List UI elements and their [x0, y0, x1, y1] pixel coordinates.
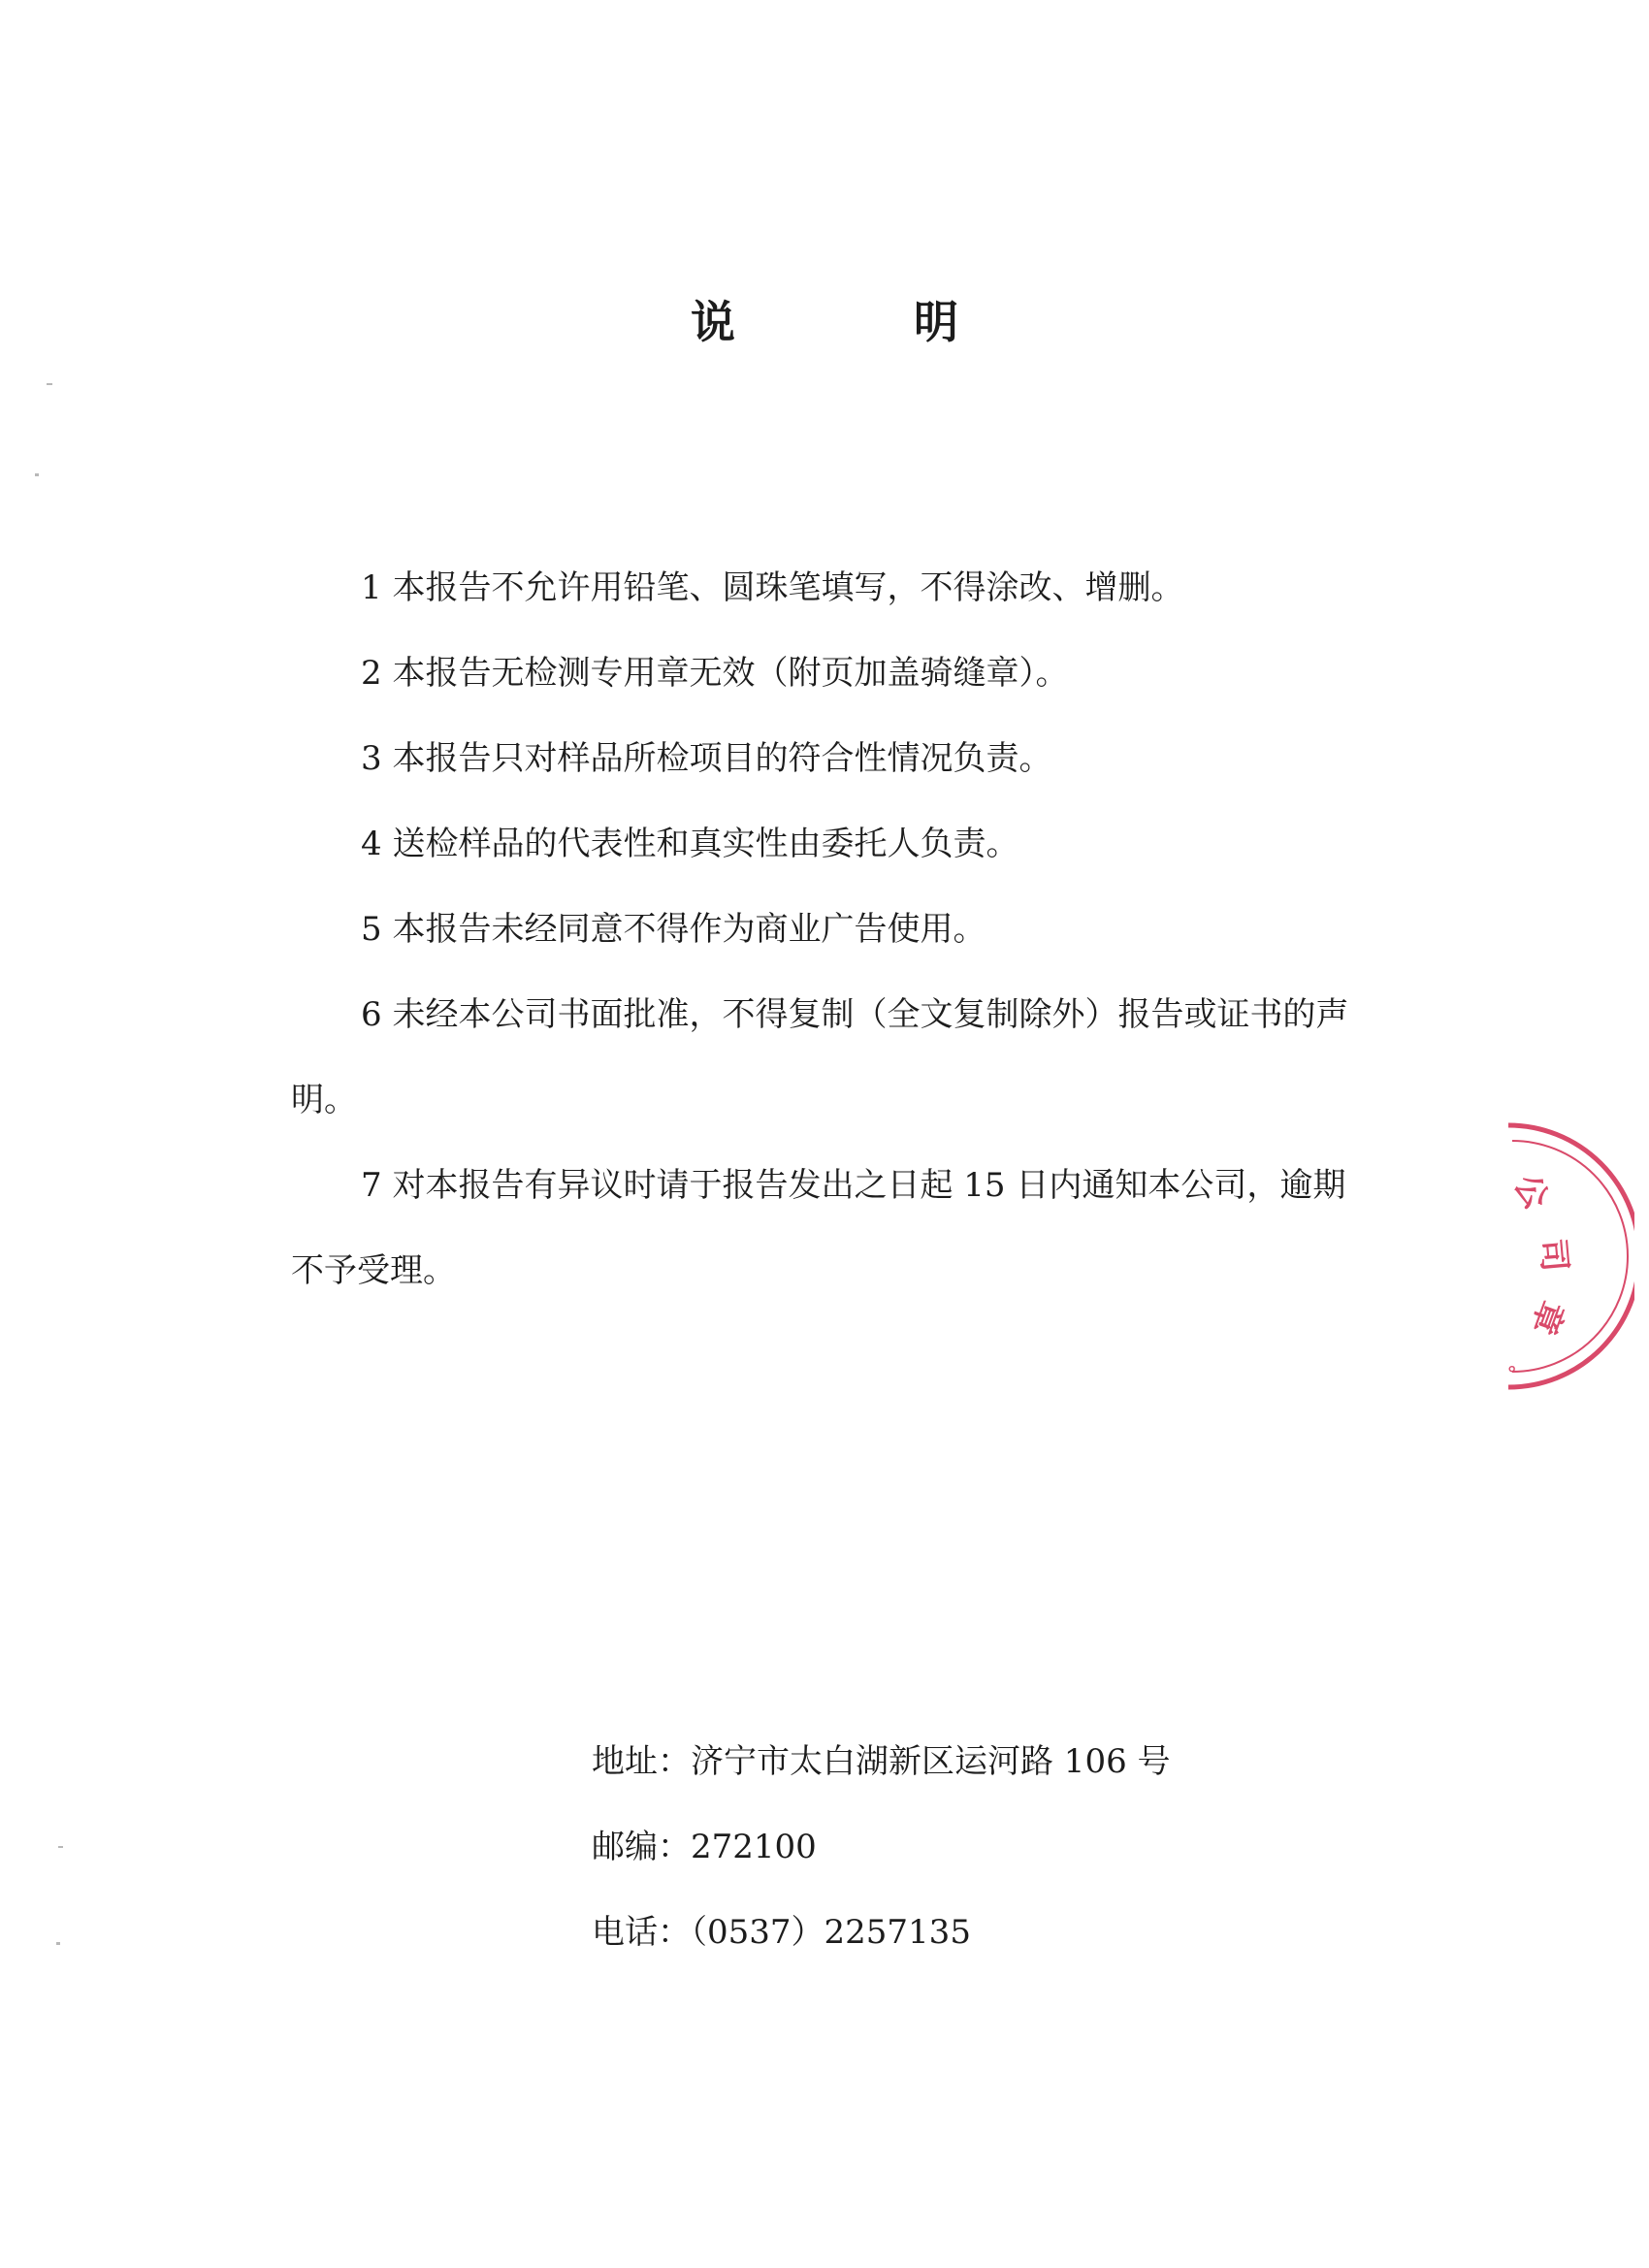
- postcode-line: [592, 1804, 1271, 1890]
- phone-value: （0537）2257135: [691, 1913, 971, 1952]
- scan-mark: [56, 1942, 60, 1945]
- contact-block: [592, 1719, 1271, 1975]
- svg-text:章: 章: [1523, 1295, 1571, 1340]
- note-item: 5 本报告未经同意不得作为商业广告使用。: [361, 910, 986, 949]
- note-item: 1 本报告不允许用铅笔、圆珠笔填写，不得涂改、增删。: [361, 568, 1184, 607]
- phone-label: 电话：: [592, 1913, 691, 1952]
- svg-text:司: 司: [1532, 1237, 1574, 1274]
- svg-text:公: 公: [1505, 1168, 1557, 1216]
- page-title: 说明: [691, 296, 1137, 348]
- address-label: 地址：: [592, 1742, 691, 1781]
- svg-text:。: 。: [1508, 1351, 1528, 1375]
- notes-list: [291, 545, 1368, 1313]
- postcode-value: 272100: [691, 1828, 817, 1866]
- note-item: 6 未经本公司书面批准，不得复制（全文复制除外）报告或证书的声明。: [291, 995, 1349, 1119]
- scan-mark: [58, 1846, 63, 1848]
- phone-line: [592, 1890, 1271, 1975]
- scan-mark: [35, 473, 39, 476]
- company-seal-icon: [1499, 1116, 1634, 1397]
- note-item: 7 对本报告有异议时请于报告发出之日起 15 日内通知本公司，逾期不予受理。: [291, 1166, 1346, 1290]
- note-item: 2 本报告无检测专用章无效（附页加盖骑缝章）。: [361, 654, 1069, 693]
- address-value: 济宁市太白湖新区运河路 106 号: [691, 1742, 1171, 1781]
- scan-mark: [47, 383, 52, 385]
- note-item: 3 本报告只对样品所检项目的符合性情况负责。: [361, 739, 1052, 778]
- postcode-label: 邮编：: [592, 1828, 691, 1866]
- note-item: 4 送检样品的代表性和真实性由委托人负责。: [361, 825, 1019, 863]
- address-line: [592, 1719, 1271, 1804]
